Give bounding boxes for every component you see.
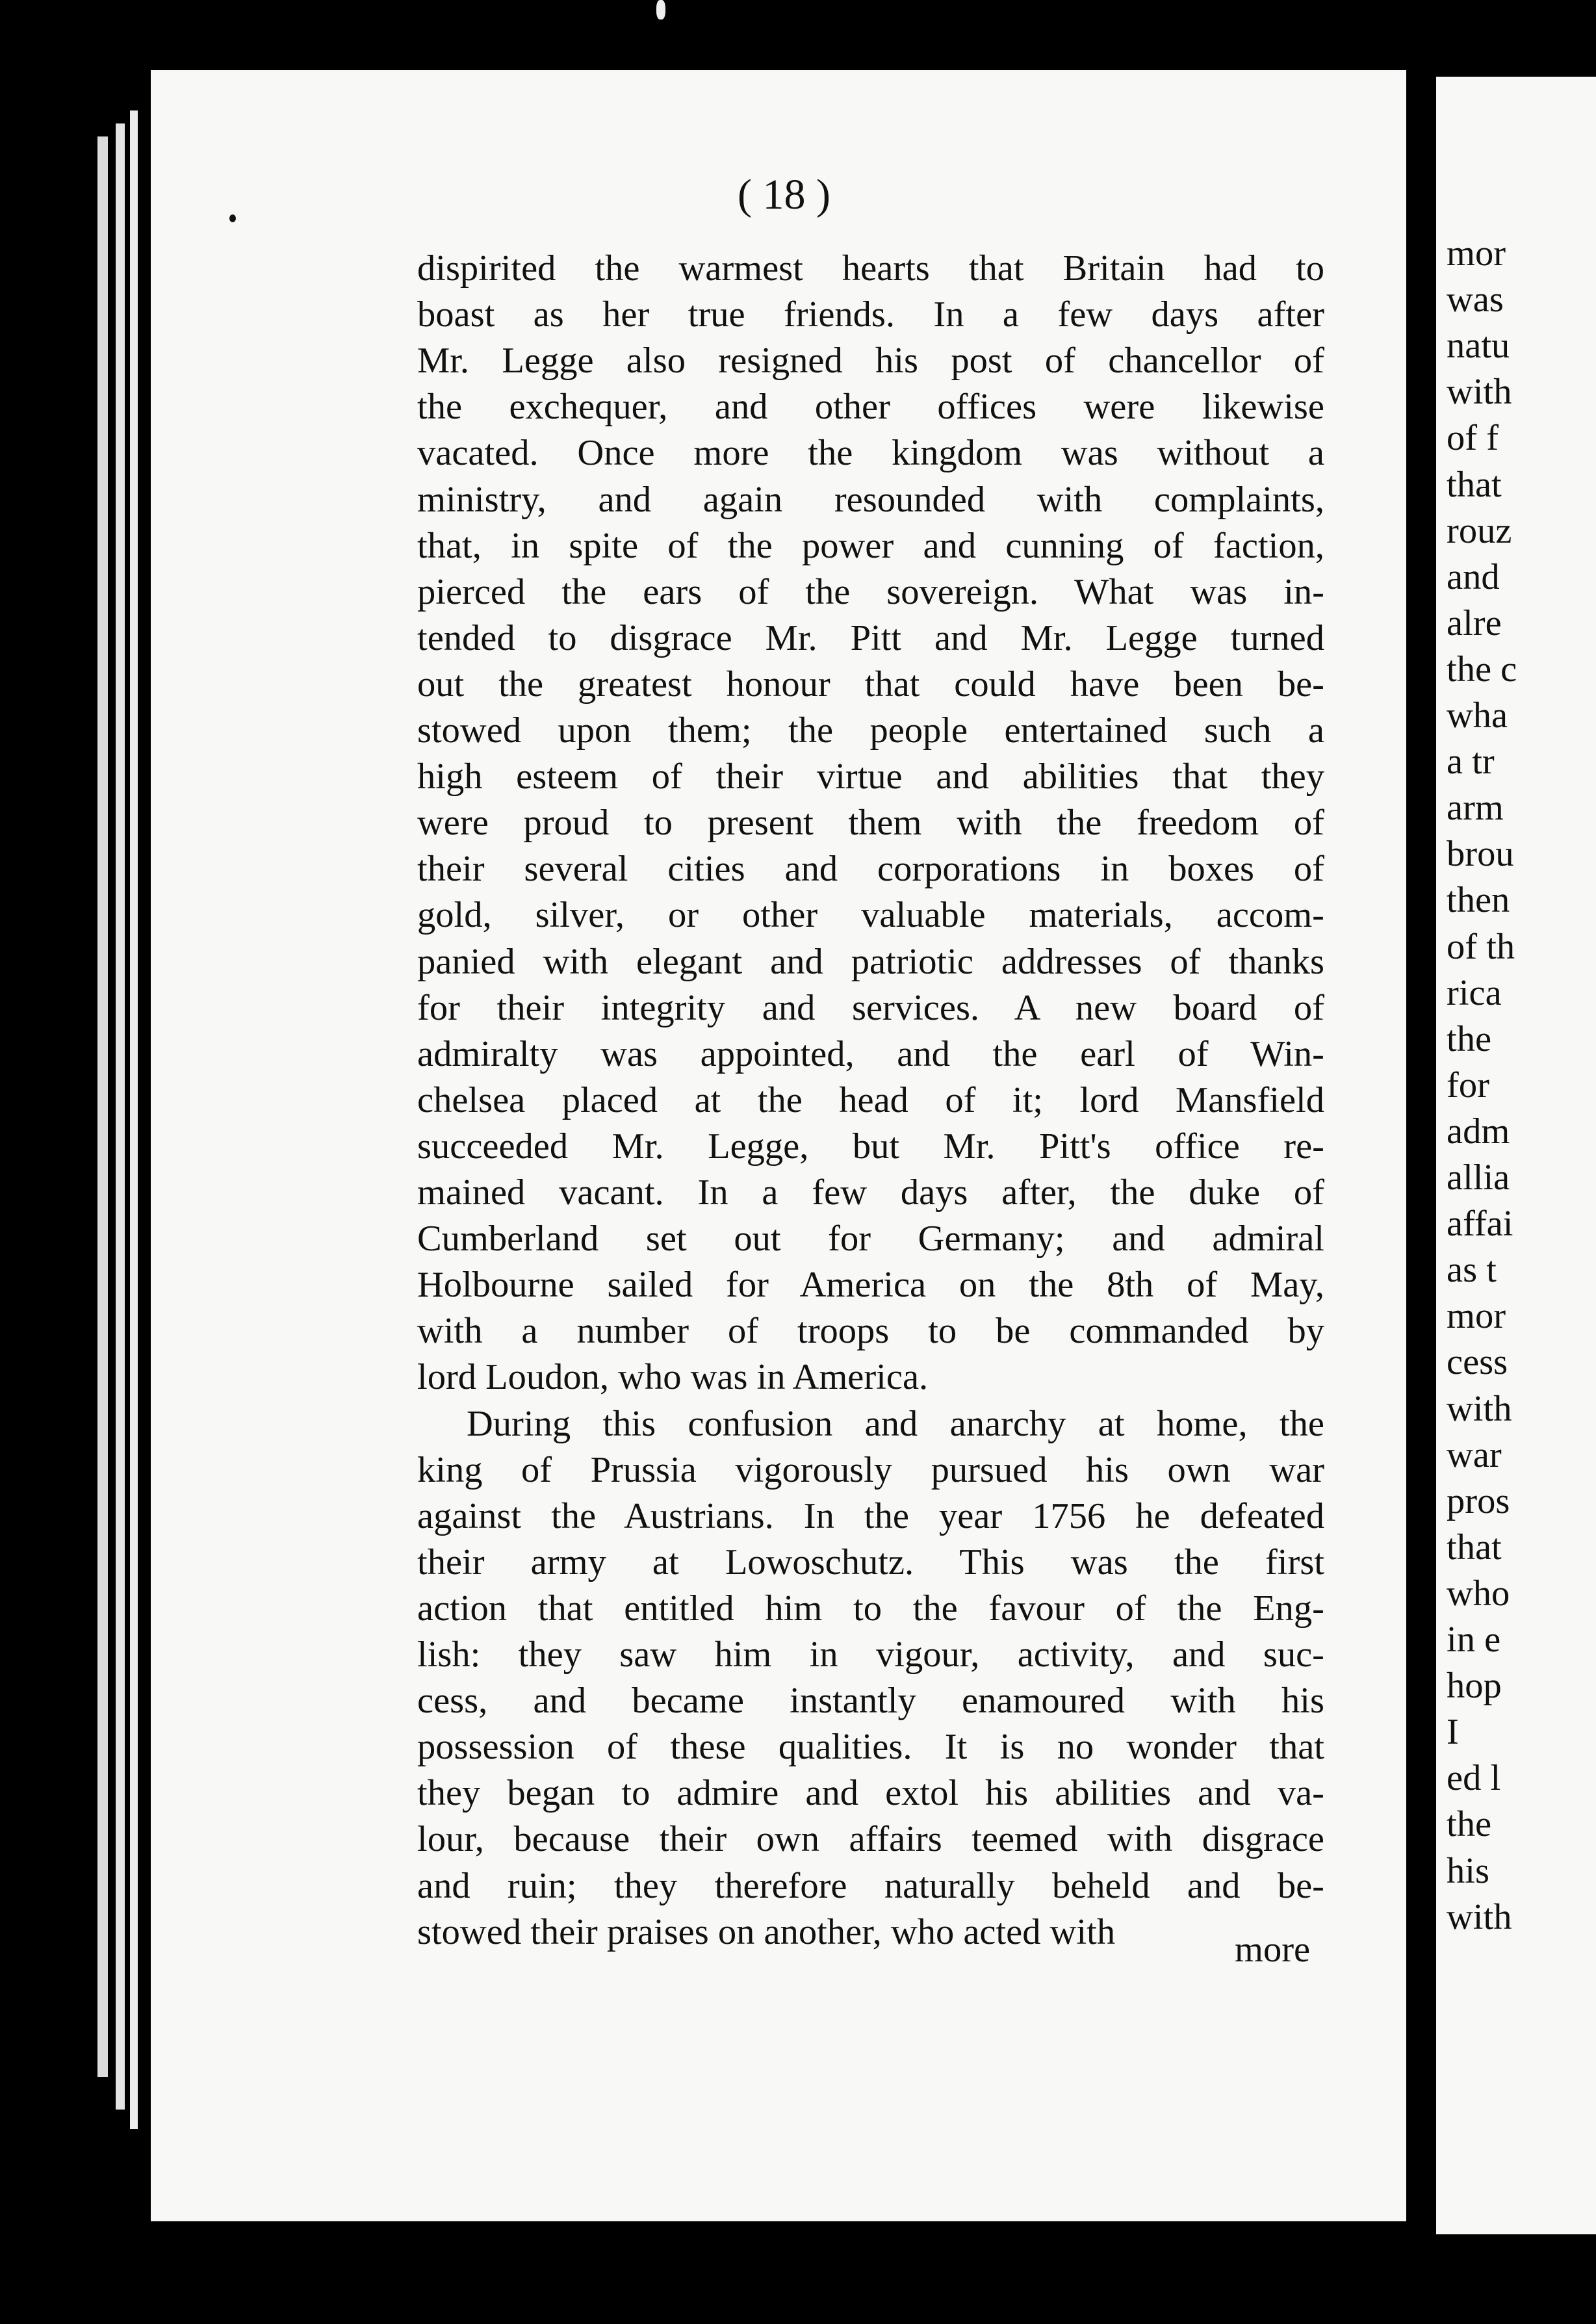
facing-text-line: mor: [1447, 233, 1506, 274]
text-line: tended to disgrace Mr. Pitt and Mr. Legge turned: [417, 617, 1324, 658]
facing-text-line: who: [1447, 1573, 1510, 1614]
facing-text-line: that: [1447, 1527, 1502, 1568]
text-line: boast as her true friends. In a few days after: [417, 294, 1324, 335]
page-edge: [130, 110, 138, 2129]
text-line: During this confusion and anarchy at home, the: [467, 1403, 1324, 1444]
text-line: and ruin; they therefore naturally beheld and be-: [417, 1865, 1324, 1906]
text-line: were proud to present them with the freedom of: [417, 803, 1324, 844]
facing-text-line: a tr: [1447, 742, 1495, 782]
text-line: ministry, and again resounded with complaints,: [417, 479, 1324, 520]
facing-text-line: with: [1447, 372, 1512, 413]
text-line: Mr. Legge also resigned his post of chancellor of: [417, 341, 1324, 381]
facing-text-line: that: [1447, 464, 1502, 505]
text-line: gold, silver, or other valuable materials, accom-: [417, 895, 1324, 936]
text-line: out the greatest honour that could have been be-: [417, 664, 1324, 704]
facing-text-line: ed l: [1447, 1758, 1501, 1799]
facing-text-line: rouz: [1447, 510, 1512, 551]
facing-text-line: wha: [1447, 695, 1508, 736]
facing-text-line: the: [1447, 1018, 1492, 1059]
text-line: Cumberland set out for Germany; and admiral: [417, 1219, 1324, 1259]
facing-text-line: the: [1447, 1804, 1492, 1845]
text-line: lour, because their own affairs teemed with disgrace: [417, 1819, 1324, 1860]
facing-text-line: mor: [1447, 1296, 1506, 1337]
text-line: high esteem of their virtue and abilities that they: [417, 756, 1324, 797]
text-line: lord Loudon, who was in America.: [417, 1357, 929, 1398]
catchword: more: [1235, 1930, 1311, 1970]
text-line: for their integrity and services. A new board of: [417, 987, 1324, 1028]
text-line: they began to admire and extol his abilities and va-: [417, 1773, 1324, 1814]
facing-text-line: in e: [1447, 1620, 1501, 1660]
text-line: stowed their praises on another, who acted with: [417, 1911, 1116, 1952]
facing-text-line: of th: [1447, 926, 1515, 967]
facing-text-line: and: [1447, 556, 1500, 597]
facing-text-line: for: [1447, 1065, 1489, 1105]
text-line: stowed upon them; the people entertained such a: [417, 710, 1324, 751]
text-line: their army at Lowoschutz. This was the first: [417, 1542, 1324, 1582]
facing-text-line: natu: [1447, 326, 1510, 367]
text-line: Holbourne sailed for America on the 8th of May,: [417, 1265, 1324, 1306]
facing-text-line: with: [1447, 1896, 1512, 1937]
text-line: cess, and became instantly enamoured with his: [417, 1681, 1324, 1722]
text-line: with a number of troops to be commanded by: [417, 1311, 1324, 1352]
text-line: lish: they saw him in vigour, activity, and suc-: [417, 1634, 1324, 1675]
facing-text-line: cess: [1447, 1342, 1508, 1383]
text-line: succeeded Mr. Legge, but Mr. Pitt's office re-: [417, 1126, 1324, 1167]
text-line: king of Prussia vigorously pursued his own war: [417, 1449, 1324, 1490]
facing-text-line: pros: [1447, 1480, 1510, 1521]
facing-text-line: alre: [1447, 602, 1502, 643]
text-line: dispirited the warmest hearts that Britain had to: [417, 248, 1324, 289]
facing-text-line: arm: [1447, 788, 1504, 829]
facing-text-line: was: [1447, 279, 1504, 320]
facing-text-line: I: [1447, 1712, 1459, 1753]
text-line: against the Austrians. In the year 1756 he defeated: [417, 1495, 1324, 1536]
text-line: action that entitled him to the favour of the Eng-: [417, 1588, 1324, 1629]
text-line: mained vacant. In a few days after, the duke of: [417, 1172, 1324, 1213]
facing-text-line: hop: [1447, 1666, 1502, 1707]
facing-text-line: then: [1447, 880, 1510, 921]
facing-text-line: his: [1447, 1850, 1489, 1891]
ink-speck: [229, 214, 236, 222]
text-line: possession of these qualities. It is no wonder that: [417, 1727, 1324, 1768]
facing-text-line: affai: [1447, 1204, 1513, 1245]
facing-text-line: with: [1447, 1388, 1512, 1429]
facing-text-line: adm: [1447, 1111, 1510, 1152]
text-line: vacated. Once more the kingdom was without a: [417, 433, 1324, 474]
text-line: panied with elegant and patriotic addresses of thanks: [417, 941, 1324, 982]
text-line: that, in spite of the power and cunning of faction,: [417, 525, 1324, 566]
page-edge: [97, 136, 108, 2077]
facing-text-line: rica: [1447, 972, 1502, 1013]
facing-text-line: war: [1447, 1434, 1502, 1475]
facing-text-line: as t: [1447, 1250, 1497, 1291]
page-number: ( 18 ): [738, 171, 830, 218]
ink-speck: [656, 0, 665, 19]
facing-text-line: the c: [1447, 649, 1517, 690]
text-line: their several cities and corporations in boxes of: [417, 849, 1324, 890]
text-line: the exchequer, and other offices were likewise: [417, 387, 1324, 428]
facing-text-line: brou: [1447, 834, 1514, 875]
text-line: chelsea placed at the head of it; lord Mansfield: [417, 1079, 1324, 1120]
facing-text-line: of f: [1447, 418, 1499, 459]
page-edge: [116, 123, 125, 2110]
text-line: admiralty was appointed, and the earl of Win-: [417, 1033, 1324, 1074]
facing-text-line: allia: [1447, 1157, 1510, 1198]
text-line: pierced the ears of the sovereign. What was in-: [417, 571, 1324, 612]
